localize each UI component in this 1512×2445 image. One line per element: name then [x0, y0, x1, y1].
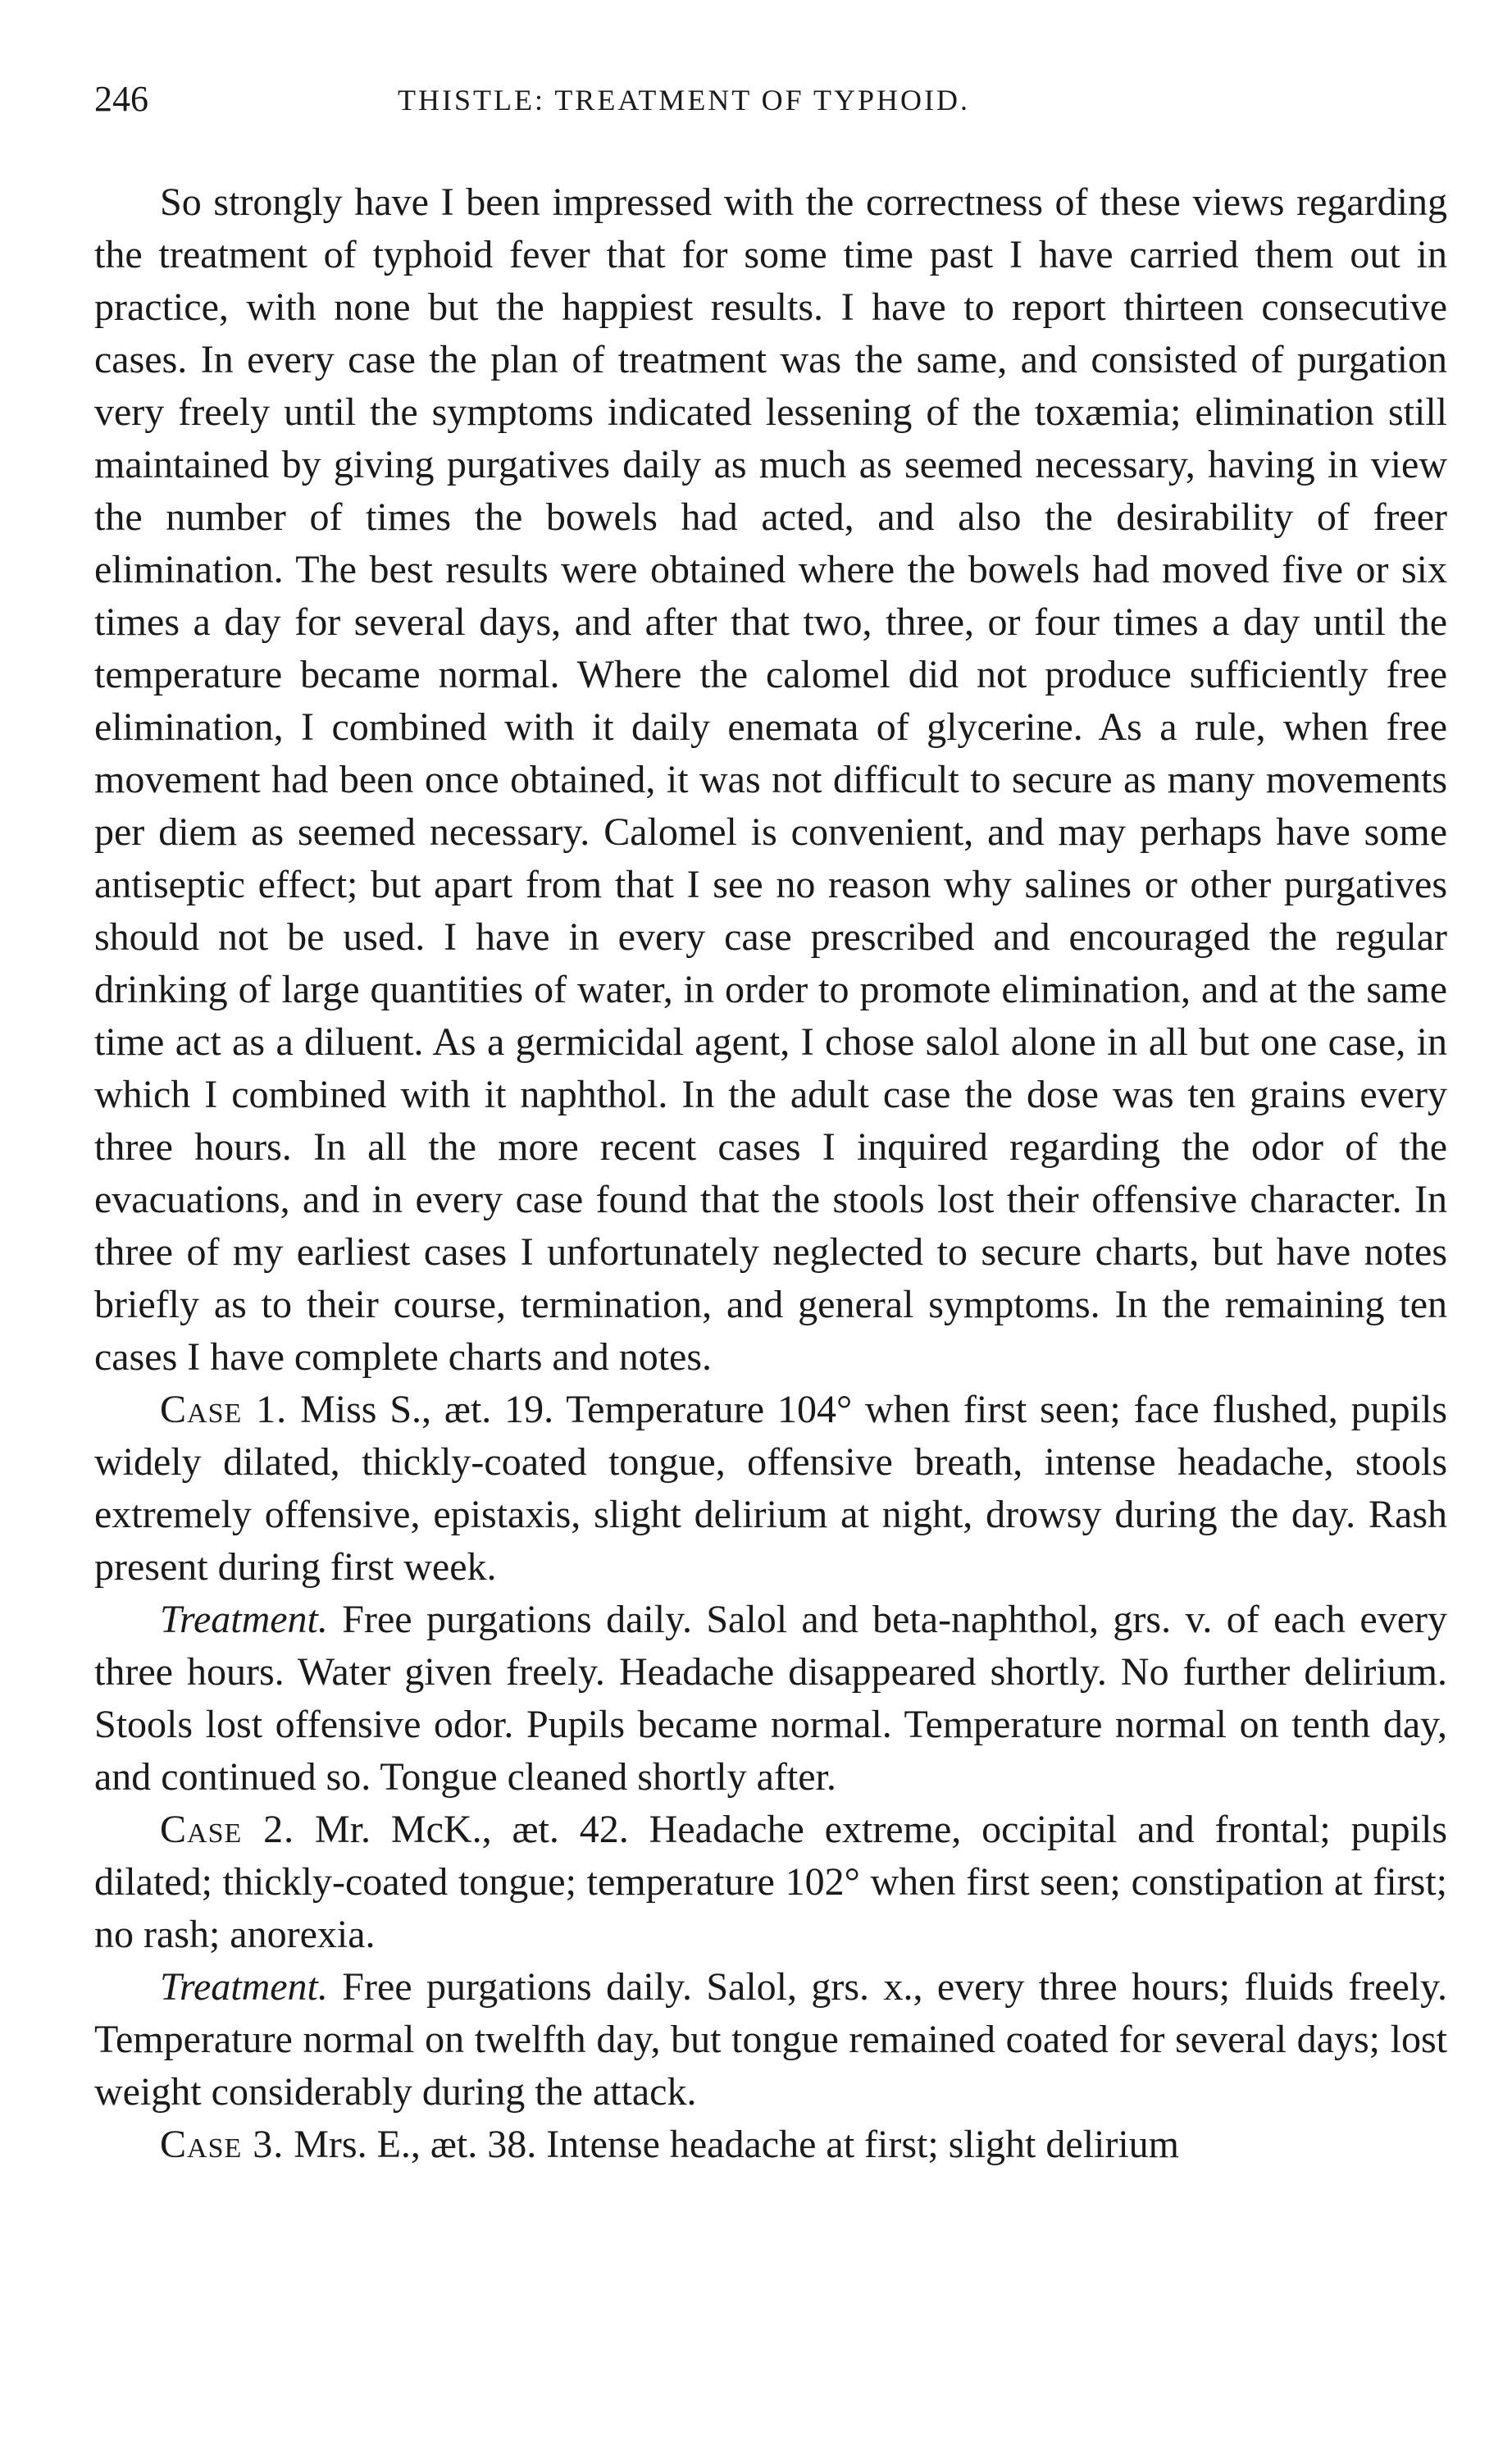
case-1-treatment-paragraph — [94, 1594, 1447, 1804]
intro-paragraph: So strongly have I been impressed with the correctness of these views regarding the treatment of typhoid fever that for some time past I have carried them out in practice, with none but the happiest results. I have to report thirteen consecutive cases. In every case the plan of treatment was the same, and consisted of purgation very freely until the symptoms indicated lessening of the toxæmia; elimination still maintained by giving purgatives daily as much as seemed necessary, having in view the number of times the bowels had acted, and also the desirability of freer elimination. The best results were obtained where the bowels had moved five or six times a day for several days, and after that two, three, or four times a day until the temperature became normal. Where the calomel did not produce sufficiently free elimination, I combined with it daily enemata of glycerine. As a rule, when free movement had been once obtained, it was not difficult to secure as many movements per diem as seemed necessary. Calomel is convenient, and may perhaps have some antiseptic effect; but apart from that I see no reason why salines or other purgatives should not be used. I have in every case prescribed and encouraged the regular drinking of large quantities of water, in order to promote elimination, and at the same time act as a diluent. As a germicidal agent, I chose salol alone in all but one case, in which I combined with it naphthol. In the adult case the dose was ten grains every three hours. In all the more recent cases I inquired regarding the odor of the evacuations, and in every case found that the stools lost their offensive character. In three of my earliest cases I unfortunately neglected to secure charts, but have notes briefly as to their course, termination, and general symptoms. In the remaining ten cases I have complete charts and notes. — [94, 180, 1447, 1379]
case-1-description: Miss S., æt. 19. Temperature 104° when first seen; face flushed, pupils widely dilated, thickly-coated tongue, offensive breath, intense headache, stools extremely offensive, epistaxis, slight delirium at night, drowsy during the day. Rash present during first week. — [94, 1388, 1448, 1589]
case-2-treatment-paragraph — [94, 1961, 1447, 2119]
case-3-label: Case 3. — [160, 2123, 285, 2166]
case-1-label: Case 1. — [160, 1388, 288, 1431]
case-2-treatment-label: Treatment. — [160, 1965, 328, 2009]
case-2-paragraph — [94, 1804, 1447, 1961]
case-2-label: Case 2. — [160, 1808, 295, 1851]
case-1-paragraph — [94, 1384, 1447, 1594]
running-title: THISTLE: TREATMENT OF TYPHOID. — [398, 84, 971, 116]
case-3-paragraph — [94, 2119, 1447, 2171]
page-number: 246 — [94, 79, 148, 119]
case-1-treatment-label: Treatment. — [160, 1598, 328, 1641]
case-1-treatment: Free purgations daily. Salol and beta-naphthol, grs. v. of each every three hours. Water given freely. Headache disappeared shortly. No further delirium. Stools lost offensive odor. Pupils became normal. Temperature normal on tenth day, and continued so. Tongue cleaned shortly after. — [94, 1598, 1448, 1799]
body-text — [94, 176, 1447, 2171]
case-2-description: Mr. McK., æt. 42. Headache extreme, occipital and frontal; pupils dilated; thickly-coated tongue; temperature 102° when first seen; constipation at first; no rash; anorexia. — [94, 1808, 1448, 1956]
running-head — [94, 78, 1447, 135]
book-page — [94, 78, 1447, 2171]
case-2-treatment: Free purgations daily. Salol, grs. x., every three hours; fluids freely. Temperature normal on twelfth day, but tongue remained coated for several days; lost weight considerably during the attack. — [94, 1965, 1448, 2114]
case-3-description: Mrs. E., æt. 38. Intense headache at first; slight delirium — [294, 2123, 1180, 2166]
